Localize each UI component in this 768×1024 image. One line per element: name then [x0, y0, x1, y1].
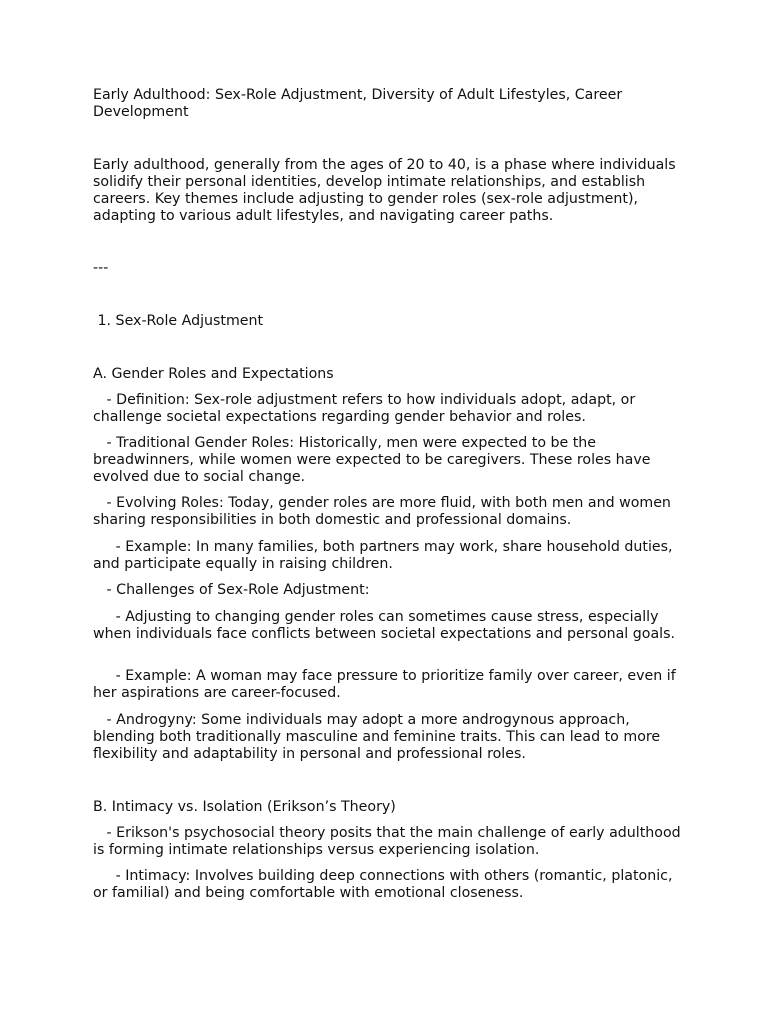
bullet-evolving-roles: - Evolving Roles: Today, gender roles are more fluid, with both men and women sharing responsibilities in both domestic and professional domains.	[93, 495, 676, 528]
subsection-heading: A. Gender Roles and Expectations	[93, 366, 334, 382]
bullet-example-woman: - Example: A woman may face pressure to prioritize family over career, even if her aspirations are career-focused.	[93, 668, 681, 701]
bullet-erikson-theory: - Erikson's psychosocial theory posits that the main challenge of early adulthood is forming intimate relationships versus experiencing isolation.	[93, 825, 686, 858]
subsection-heading: B. Intimacy vs. Isolation (Erikson’s Theory)	[93, 799, 396, 815]
section-heading: 1. Sex-Role Adjustment	[93, 313, 264, 329]
bullet-androgyny: - Androgyny: Some individuals may adopt a more androgynous approach, blending both traditionally masculine and feminine traits. This can lead to more flexibility and adaptability in personal and professional roles.	[93, 712, 665, 762]
bullet-example-families: - Example: In many families, both partners may work, share household duties, and participate equally in raising children.	[93, 539, 678, 572]
bullet-definition: - Definition: Sex-role adjustment refers to how individuals adopt, adapt, or challenge societal expectations regarding gender behavior and roles.	[93, 392, 640, 425]
bullet-intimacy: - Intimacy: Involves building deep connections with others (romantic, platonic, or familial) and being comfortable with emotional closeness.	[93, 868, 677, 901]
document-title: Early Adulthood: Sex-Role Adjustment, Diversity of Adult Lifestyles, Career Development	[93, 87, 627, 120]
intro-paragraph: Early adulthood, generally from the ages of 20 to 40, is a phase where individuals solidify their personal identities, develop intimate relationships, and establish careers. Key themes include adjusting to gender roles (sex-role adjustment), adapting to various adult lifestyles, and navigating career paths.	[93, 157, 681, 224]
bullet-adjusting-stress: - Adjusting to changing gender roles can sometimes cause stress, especially when individuals face conflicts between societal expectations and personal goals.	[93, 609, 675, 642]
bullet-challenges: - Challenges of Sex-Role Adjustment:	[93, 582, 370, 598]
separator: ---	[93, 260, 109, 276]
bullet-traditional-roles: - Traditional Gender Roles: Historically, men were expected to be the breadwinners, while women were expected to be caregivers. These roles have evolved due to social change.	[93, 435, 655, 485]
